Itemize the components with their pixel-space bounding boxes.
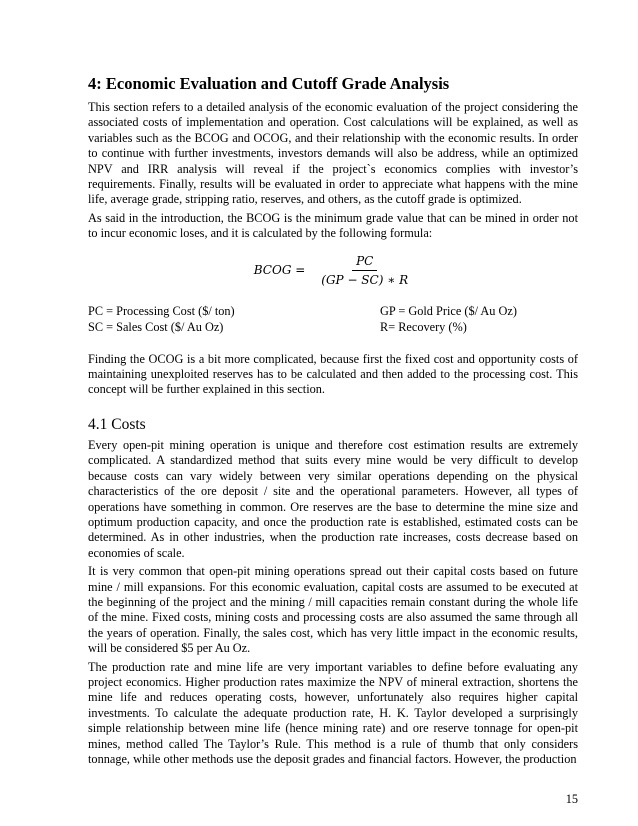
definition-gp: GP = Gold Price ($/ Au Oz)	[380, 303, 517, 318]
costs-paragraph-3: The production rate and mine life are very important variables to define before evaluating any project economics. Higher production rates maximize the NPV of mineral extraction, shortens the mine life and reduces operating costs, however, unfortunately also requires higher capital investments. To calculate the adequate production rate, H. K. Taylor developed a surprisingly simple relationship between mine life (hence mining rate) and ore reserve tonnage for open-pit mines, method called The Taylor’s Rule. This method is a rule of thumb that only considers tonnage, while other methods use the deposit grades and financial factors. However, the production	[88, 659, 578, 766]
formula-fraction	[317, 254, 412, 287]
formula-lhs: BCOG =	[253, 263, 306, 278]
costs-paragraph-1: Every open-pit mining operation is unique and therefore cost estimation results are extremely complicated. A standardized method that suits every mine would be very difficult to develop because costs can vary widely between very similar operations depending on the physical characteristics of the ore deposit / site and the operational parameters. However, all types of operations have something in common. Ore reserves are the base to determine the mine size and optimum production capacity, and once the production rate is established, estimated costs can be determined. As in other industries, when the production rate increases, costs decrease based on economies of scale.	[88, 437, 578, 560]
ocog-paragraph: Finding the OCOG is a bit more complicated, because first the fixed cost and opportunity costs of maintaining unexploited reserves has to be calculated and then added to the processing cost. This concept will be further explained in this section.	[88, 351, 578, 397]
definition-pc: PC = Processing Cost ($/ ton)	[88, 303, 235, 318]
definition-r: R= Recovery (%)	[380, 320, 467, 335]
formula-denominator: (GP − SC) ∗ R	[321, 272, 409, 287]
bcog-formula	[88, 254, 578, 287]
intro-paragraph: This section refers to a detailed analysis of the economic evaluation of the project considering the associated costs of implementation and operation. Cost calculations will be explained, as well as variables such as the BCOG and OCOG, and their relationship with the economic results. In order to continue with further investments, investors demands will also be address, while an optimized NPV and IRR analysis will reveal if the project`s economics complies with investor’s requirements. Finally, results will be evaluated in order to appreciate what happens with the mine life, average grade, stripping ratio, reserves, and others, as the cutoff grade is optimized.	[88, 100, 578, 207]
document-page	[88, 74, 578, 770]
costs-paragraph-2: It is very common that open-pit mining operations spread out their capital costs based on future mine / mill expansions. For this economic evaluation, capital costs are assumed to be executed at the beginning of the project and the mining / mill capacities remain constant during the whole life of the mine. Fixed costs, mining costs and processing costs are also assumed the same through all the years of operation. Finally, the sales cost, which has very little impact in the economic results, will be considered $5 per Au Oz.	[88, 564, 578, 656]
section-title: 4: Economic Evaluation and Cutoff Grade Analysis	[88, 74, 450, 93]
definition-sc: SC = Sales Cost ($/ Au Oz)	[88, 320, 224, 335]
page-number: 15	[565, 792, 578, 806]
bcog-intro-paragraph: As said in the introduction, the BCOG is the minimum grade value that can be mined in order not to incur economic loses, and it is calculated by the following formula:	[88, 210, 578, 241]
variable-definitions	[88, 303, 578, 336]
formula-numerator: PC	[352, 254, 377, 271]
subsection-title: 4.1 Costs	[88, 415, 146, 433]
